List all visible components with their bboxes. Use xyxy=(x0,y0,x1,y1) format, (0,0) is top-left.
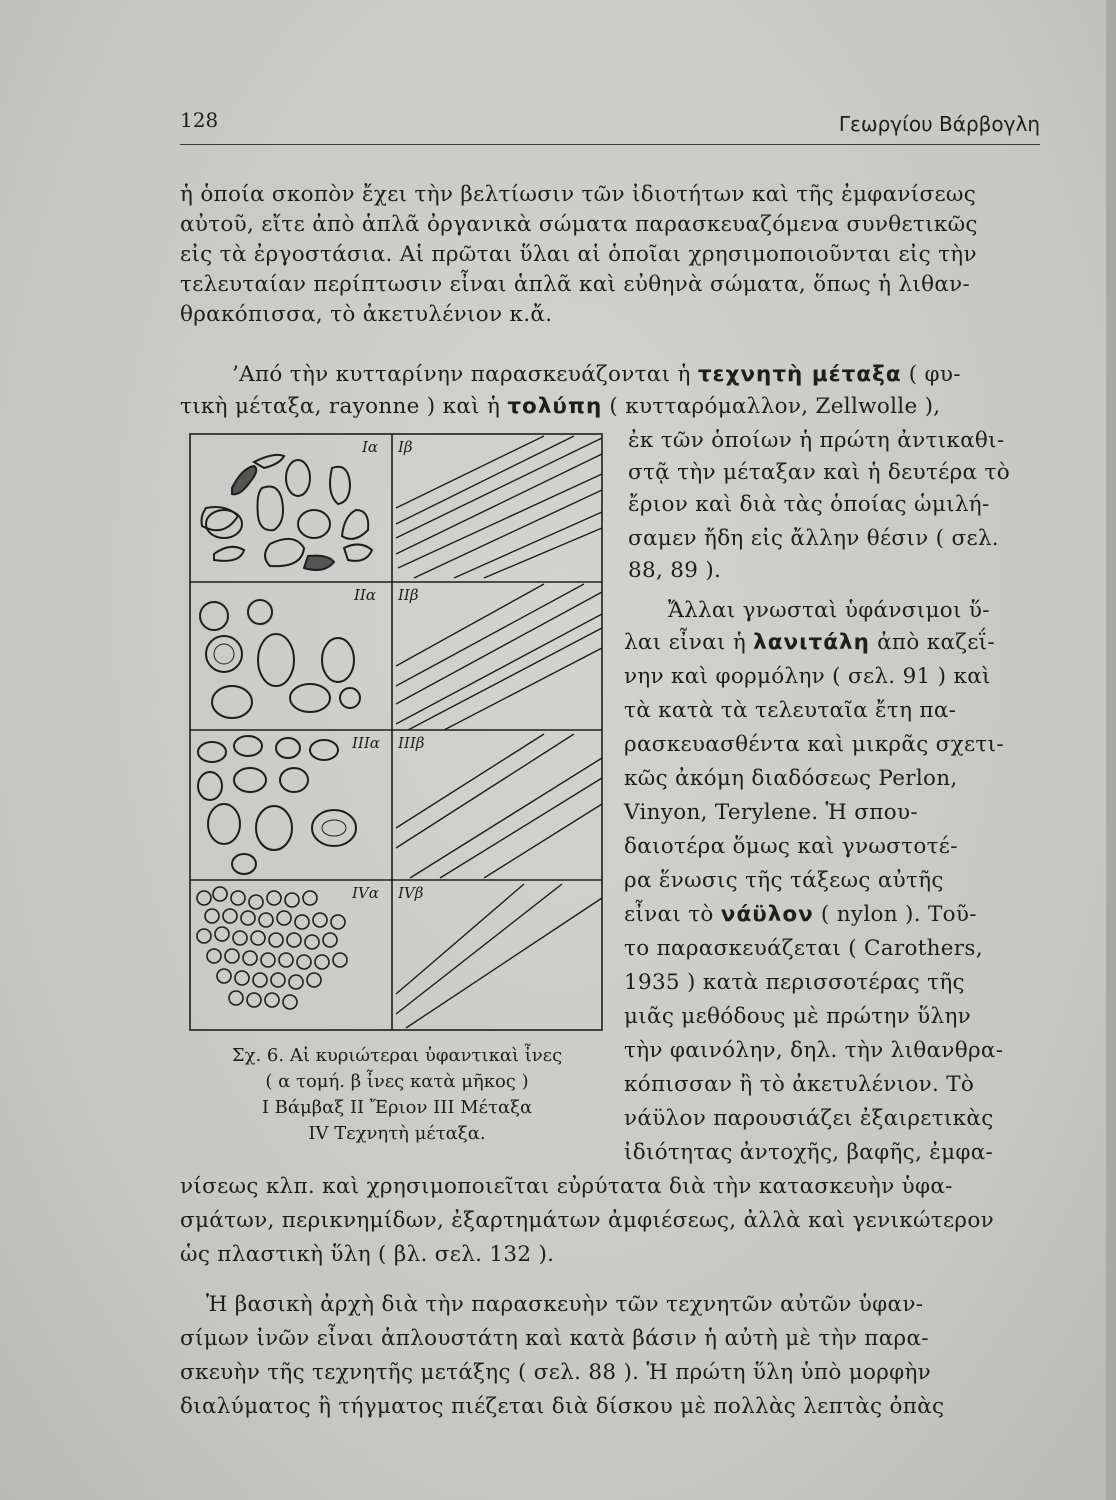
text-run: εἶναι τὸ xyxy=(624,902,721,927)
text-run: λαι εἶναι ἡ xyxy=(624,630,754,655)
text-line: ρασκευασθέντα καὶ μικρᾶς σχετι- xyxy=(624,732,1004,757)
panel-rayon-cross-section xyxy=(197,887,347,1009)
figure-caption-line: IV Τεχνητὴ μέταξα. xyxy=(308,1123,486,1144)
page-header xyxy=(180,108,1040,138)
text-line: ἰδιότητας ἀντοχῆς, βαφῆς, ἐμφα- xyxy=(624,1140,994,1165)
text-line: κόπισσαν ἢ τὸ ἀκετυλένιον. Τὸ xyxy=(624,1072,975,1097)
figure-caption-line: I Βάμβαξ II Ἔριον III Μέταξα xyxy=(261,1097,533,1118)
text-line: ρα ἕνωσις τῆς τάξεως αὐτῆς xyxy=(624,868,944,893)
text-line: το παρασκευάζεται ( Carothers, xyxy=(624,936,983,961)
text-run: ἀπὸ καζεΐ- xyxy=(869,630,995,655)
panel-wool-longitudinal xyxy=(396,584,602,730)
text-line: Ἡ βασικὴ ἀρχὴ διὰ τὴν παρασκευὴν τῶν τεχνητῶν αὐτῶν ὑφαν- xyxy=(206,1292,924,1317)
text-line: ἐκ τῶν ὁποίων ἡ πρώτη ἀντικαθι- xyxy=(628,428,1005,453)
text-line: αὐτοῦ, εἴτε ἀπὸ ἁπλᾶ ὀργανικὰ σώματα παρασκευαζόμενα συνθετικῶς xyxy=(180,212,978,237)
text-line: σαμεν ἤδη εἰς ἄλλην θέσιν ( σελ. xyxy=(628,526,999,551)
panel-rayon-longitudinal xyxy=(396,884,602,1028)
text-line: ἔριον καὶ διὰ τὰς ὁποίας ὡμιλή- xyxy=(628,492,990,517)
panel-cotton-cross-section xyxy=(202,455,373,570)
panel-label: IIβ xyxy=(398,586,419,604)
panel-label: IIα xyxy=(354,586,376,604)
text-line: εἰς τὰ ἐργοστάσια. Αἱ πρῶται ὕλαι αἱ ὁποῖαι χρησιμοποιοῦνται εἰς τὴν xyxy=(180,242,977,267)
text-run: ( nylon ). Τοῦ- xyxy=(813,902,977,927)
text-line: μιᾶς μεθόδους μὲ πρώτην ὕλην xyxy=(624,1004,972,1029)
header-rule xyxy=(180,144,1040,145)
text-line: Vinyon, Terylene. Ἡ σπου- xyxy=(624,800,918,825)
panel-label: Iβ xyxy=(398,438,413,456)
panel-silk-cross-section xyxy=(198,736,356,874)
figure-caption-line: ( α τομή. β ἶνες κατὰ μῆκος ) xyxy=(265,1071,529,1092)
text-line: κῶς ἀκόμη διαδόσεως Perlon, xyxy=(624,766,958,791)
text-line: στᾷ τὴν μέταξαν καὶ ἡ δευτέρα τὸ xyxy=(628,460,1010,485)
text-line xyxy=(624,900,977,929)
text-run: ’Από τὴν κυτταρίνην παρασκευάζονται ἡ xyxy=(232,362,698,387)
panel-wool-cross-section xyxy=(200,600,360,718)
text-line xyxy=(232,360,961,389)
page-edge-shadow xyxy=(1106,0,1116,1500)
text-line: 1935 ) κατὰ περισσοτέρας τῆς xyxy=(624,970,965,995)
text-line: δαιοτέρα ὅμως καὶ γνωστοτέ- xyxy=(624,834,958,859)
text-run: τικὴ μέταξα, rayonne ) καὶ ἡ xyxy=(180,394,508,419)
text-line: τὴν φαινόλην, δηλ. τὴν λιθανθρα- xyxy=(624,1038,1004,1063)
panel-cotton-longitudinal xyxy=(396,436,602,578)
fiber-figure xyxy=(184,428,608,1032)
running-title: Γεωργίου Βάρβογλη xyxy=(838,112,1040,136)
text-line: σκευὴν τῆς τεχνητῆς μετάξης ( σελ. 88 ). Ἡ πρώτη ὕλη ὑπὸ μορφὴν xyxy=(180,1360,932,1385)
panel-label: IIIβ xyxy=(398,734,425,752)
text-line: σμάτων, περικνημίδων, ἐξαρτημάτων ἀμφιέσεως, ἀλλὰ καὶ γενικώτερον xyxy=(180,1208,994,1233)
text-line: Ἄλλαι γνωσταὶ ὑφάνσιμοι ὕ- xyxy=(668,598,990,623)
text-run: ( κυτταρόμαλλον, Zellwolle ), xyxy=(602,394,941,419)
text-line xyxy=(180,392,940,421)
bold-term: τεχνητὴ μέταξα xyxy=(697,362,902,387)
text-line xyxy=(624,628,995,657)
panel-label: Iα xyxy=(362,438,379,456)
page-number: 128 xyxy=(180,108,219,132)
panel-label: IIIα xyxy=(352,734,380,752)
panel-silk-longitudinal xyxy=(396,734,602,878)
text-run: ( φυ- xyxy=(901,362,961,387)
text-line: τὰ κατὰ τὰ τελευταῖα ἔτη πα- xyxy=(624,698,957,723)
text-line: νην καὶ φορμόλην ( σελ. 91 ) καὶ xyxy=(624,664,991,689)
text-line: ὡς πλαστικὴ ὕλη ( βλ. σελ. 132 ). xyxy=(180,1242,555,1267)
bold-term: νάϋλον xyxy=(720,902,814,927)
text-line: θρακόπισσα, τὸ ἀκετυλένιον κ.ἄ. xyxy=(180,302,553,327)
panel-label: IVβ xyxy=(398,884,424,902)
bold-term: τολύπη xyxy=(507,394,603,419)
panel-label: IVα xyxy=(352,884,379,902)
text-line: νίσεως κλπ. καὶ χρησιμοποιεῖται εὐρύτατα διὰ τὴν κατασκευὴν ὑφα- xyxy=(180,1174,953,1199)
text-line: νάϋλον παρουσιάζει ἐξαιρετικὰς xyxy=(624,1106,994,1131)
text-line: 88, 89 ). xyxy=(628,558,722,583)
figure-caption-line: Σχ. 6. Αἱ κυριώτεραι ὑφαντικαὶ ἶνες xyxy=(231,1045,563,1066)
text-line: διαλύματος ἢ τήγματος πιέζεται διὰ δίσκου μὲ πολλὰς λεπτὰς ὀπὰς xyxy=(180,1394,945,1419)
bold-term: λανιτάλη xyxy=(753,630,870,655)
text-line: ἡ ὁποία σκοπὸν ἔχει τὴν βελτίωσιν τῶν ἰδιοτήτων καὶ τῆς ἐμφανίσεως xyxy=(180,182,977,207)
text-line: τελευταίαν περίπτωσιν εἶναι ἁπλᾶ καὶ εὐθηνὰ σώματα, ὅπως ἡ λιθαν- xyxy=(180,272,971,297)
fiber-illustration xyxy=(184,428,608,1032)
text-line: σίμων ἰνῶν εἶναι ἁπλουστάτη καὶ κατὰ βάσιν ἡ αὐτὴ μὲ τὴν παρα- xyxy=(180,1326,929,1351)
